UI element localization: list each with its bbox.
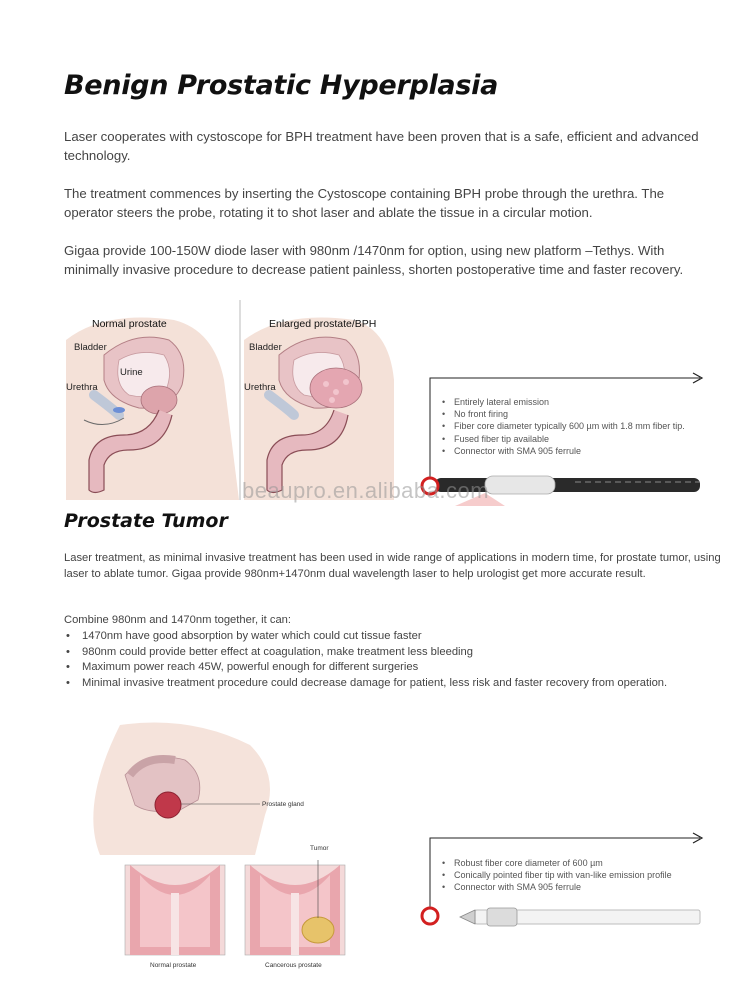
tumor-feature-item: • Connector with SMA 905 ferrule xyxy=(440,881,705,893)
benefit-item: • Minimal invasive treatment procedure could decrease damage for patient, less risk and faster recovery from operation. xyxy=(64,676,724,692)
bph-fiber-features xyxy=(440,396,705,457)
watermark: beaupro.en.alibaba.com xyxy=(242,478,490,503)
bladder-label-left: Bladder xyxy=(74,342,107,353)
bladder-label-right: Bladder xyxy=(249,342,282,353)
prostate-gland-mark xyxy=(155,792,181,818)
bph-paragraph-3: Gigaa provide 100-150W diode laser with 980nm /1470nm for option, using new platform –Tethys. With minimally invasive procedure to decrease patient painless, shorten postoperative time and faster recovery. xyxy=(64,243,684,277)
tumor-anatomy-figure xyxy=(80,715,370,975)
bph-feature-item: • Fiber core diameter typically 600 µm with 1.8 mm fiber tip. xyxy=(440,420,705,432)
urine-label: Urine xyxy=(120,367,143,378)
fiber-tip xyxy=(485,476,555,494)
urethra-label-right: Urethra xyxy=(244,382,276,393)
tumor-heading: Prostate Tumor xyxy=(64,510,228,532)
benefit-item: • Maximum power reach 45W, powerful enough for different surgeries xyxy=(64,660,724,676)
bph-feature-item: • Fused fiber tip available xyxy=(440,433,705,445)
bph-paragraph-1: Laser cooperates with cystoscope for BPH treatment have been proven that is a safe, efficient and advanced technology. xyxy=(64,129,699,163)
normal-prostate-caption: Normal prostate xyxy=(150,962,197,969)
tumor-label: Tumor xyxy=(310,845,329,852)
normal-prostate-title: Normal prostate xyxy=(92,318,167,330)
bph-feature-item: • No front firing xyxy=(440,408,705,420)
tumor-feature-item: • Conically pointed fiber tip with van-like emission profile xyxy=(440,869,705,881)
tumor-mark xyxy=(302,917,334,943)
tumor-feature-item: • Robust fiber core diameter of 600 µm xyxy=(440,857,705,869)
cancerous-prostate-caption: Cancerous prostate xyxy=(265,962,322,969)
page-title: Benign Prostatic Hyperplasia xyxy=(64,70,499,101)
conical-fiber-tip xyxy=(460,910,475,924)
tumor-fiber-features xyxy=(440,857,705,894)
urethra-label-left: Urethra xyxy=(66,382,98,393)
prostate-gland-label: Prostate gland xyxy=(262,801,304,808)
tumor-benefits xyxy=(64,629,724,691)
bph-anatomy-figure xyxy=(64,300,394,500)
benefit-item: • 980nm could provide better effect at coagulation, make treatment less bleeding xyxy=(64,645,724,661)
bph-paragraph-2: The treatment commences by inserting the Cystoscope containing BPH probe through the urethra. The operator steers the probe, rotating it to shot laser and ablate the tissue in a circular motion. xyxy=(64,186,665,220)
bph-feature-item: • Entirely lateral emission xyxy=(440,396,705,408)
benefit-item: • 1470nm have good absorption by water which could cut tissue faster xyxy=(64,629,724,645)
normal-prostate-section xyxy=(125,865,225,955)
enlarged-prostate-title: Enlarged prostate/BPH xyxy=(269,318,377,330)
cancerous-prostate-section xyxy=(245,860,345,955)
combine-lead: Combine 980nm and 1470nm together, it can: xyxy=(64,614,292,626)
target-ring-icon xyxy=(422,908,438,924)
bph-feature-item: • Connector with SMA 905 ferrule xyxy=(440,445,705,457)
tumor-intro: Laser treatment, as minimal invasive treatment has been used in wide range of applications in modern time, for prostate tumor, using laser to ablate tumor. Gigaa provide 980nm+1470nm dual wavelength laser to help urologist get more accurate result. xyxy=(64,552,721,580)
